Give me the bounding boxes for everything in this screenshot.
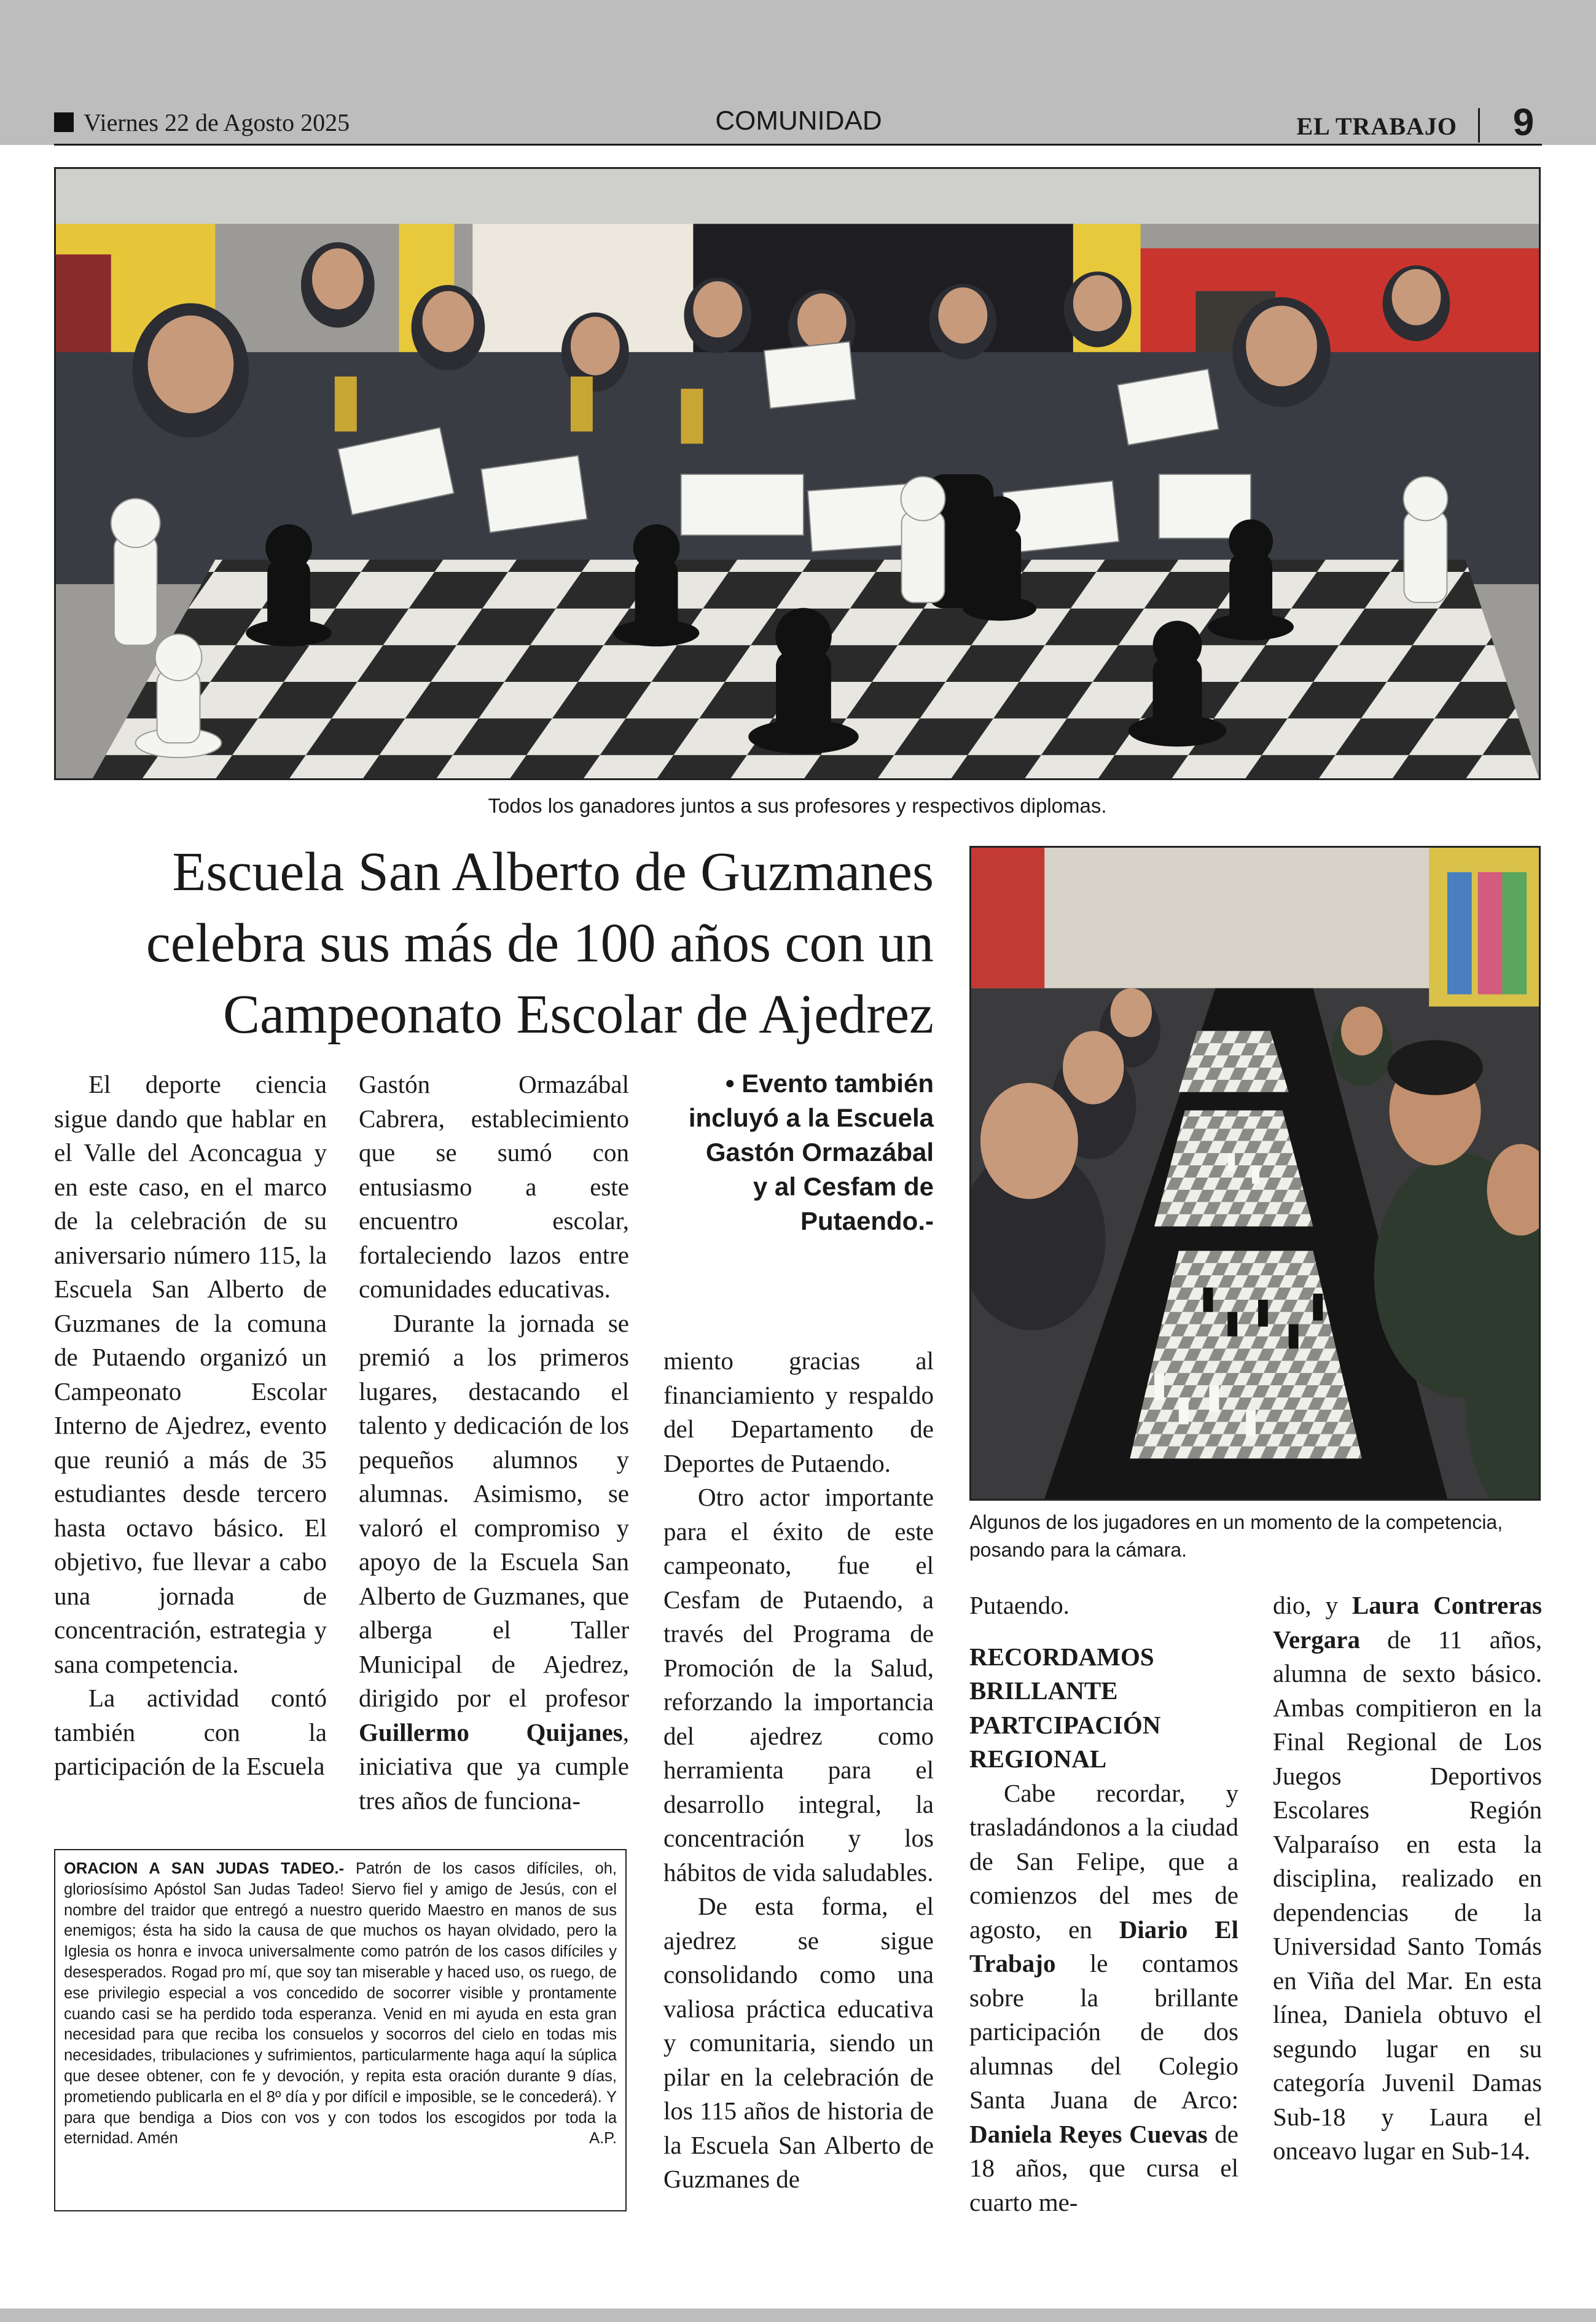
student-name: Laura Contreras Vergara <box>1273 1591 1542 1654</box>
newspaper-name: EL TRABAJO <box>1296 112 1457 140</box>
paragraph: Putaendo. <box>969 1591 1070 1619</box>
header-rule <box>54 144 1542 146</box>
issue-date <box>54 107 350 138</box>
article-headline <box>37 837 934 1050</box>
text-run: dio, y <box>1273 1591 1352 1619</box>
text-run: Durante la jornada se premió a los primeros lugares, destacando el talento y dedicación de los pequeños alumnos y alumnas. Asimismo, se valoró el compromiso y apoyo de la Escuela San Alberto de Guzmanes, que alberga el Taller Municipal de Ajedrez, dirigido por el profesor <box>359 1308 629 1712</box>
page-number: 9 <box>1512 101 1535 144</box>
teacher-name: Guillermo Quijanes <box>359 1718 623 1746</box>
section-subhead: RECORDAMOS BRILLANTE PARTCIPACIÓN REGIONAL <box>969 1642 1161 1773</box>
pull-quote: • Evento también incluyó a la Escuela Gastón Ormazábal y al Cesfam de Putaendo.- <box>688 1069 934 1235</box>
paragraph: Otro actor importante para el éxito de este campeonato, fue el Cesfam de Putaendo, a través del Programa de Promoción de la Salud, reforzando la importancia del ajedrez como herramienta para el desarrollo integral, la concentración y los hábitos de vida saludables. <box>663 1483 934 1886</box>
prayer-text: Patrón de los casos difíciles, oh, gloriosísimo Apóstol San Judas Tadeo! Siervo fiel y amigo de Jesús, con el nombre del traidor que entregó a nuestro querido Maestro en manos de sus enemigos; ésta ha sido la causa de que muchos os hayan olvidado, pero la Iglesia os honra e invoca universalmente como patrón de los casos difíciles y desesperados. Rogad pro mí, que soy tan miserable y haced uso, os ruego, de ese privilegio especial a vos concedido de socorrer visible y prontamente cuando casi se ha perdido toda esperanza. Venid en mi ayuda en esta gran necesidad para que reciba los consuelos y socorros del cielo en todas mis necesidades, tribulaciones y sufrimientos, particularmente haga aquí la súplica que desee obtener, con fe y devoción, y repita esta oración durante 9 días, prometiendo publicarla en el 8º día y por difícil e imposible, se le concederá). Y para que bendiga a Dios con vos y con todos los escogidos por toda la eternidad. Amén <box>64 1860 617 2148</box>
headline-line-2: celebra sus más de 100 años con un <box>146 913 934 974</box>
text-run: , iniciativa que ya cumple tres años de funciona- <box>359 1718 629 1815</box>
square-bullet-icon <box>54 112 74 132</box>
prayer-initials: A.P. <box>589 2130 617 2148</box>
text-run: le contamos sobre la brillante participación de dos alumnas del Colegio Santa Juana de Arco: <box>969 1949 1238 2114</box>
paragraph: miento gracias al financiamiento y respaldo del Departamento de Deportes de Putaendo. <box>663 1347 934 1477</box>
main-photo-illustration <box>56 169 1539 778</box>
paragraph: El deporte ciencia sigue dando que hablar en el Valle del Aconcagua y en este caso, en el marco de la celebración de su aniversario número 115, la Escuela San Alberto de Guzmanes de la comuna de Putaendo organizó un Campeonato Escolar Interno de Ajedrez, evento que reunió a más de 35 estudiantes desde tercero hasta octavo básico. El objetivo, fue llevar a cabo una jornada de concentración, estrategia y sana competencia. <box>54 1070 327 1678</box>
prayer-title: ORACION A SAN JUDAS TADEO.- <box>64 1860 344 1877</box>
side-photo-caption: Algunos de los jugadores en un momento de la competencia, posando para la cámara. <box>969 1511 1503 1561</box>
prayer-notice-box <box>54 1849 627 2211</box>
article-column-1 <box>54 1068 327 1784</box>
article-column-5 <box>1273 1589 1542 2168</box>
bottom-band <box>0 2308 1596 2322</box>
newspaper-mention: Diario El Trabajo <box>969 1915 1238 1977</box>
text-run: Cabe recordar, y trasladándonos a la ciudad de San Felipe, que a comienzos del mes de agosto, en <box>969 1778 1238 1944</box>
issue-date-text: Viernes 22 de Agosto 2025 <box>84 108 350 136</box>
text-run: de 18 años, que cursa el cuarto me- <box>969 2119 1238 2216</box>
section-name: COMUNIDAD <box>715 106 882 136</box>
paragraph: La actividad contó también con la participación de la Escuela <box>54 1684 327 1780</box>
headline-line-1: Escuela San Alberto de Guzmanes <box>172 842 934 902</box>
side-photo-illustration <box>971 848 1539 1499</box>
main-photo-chess-winners <box>54 167 1541 780</box>
paragraph <box>359 1307 629 1818</box>
side-photo-chess-players <box>969 846 1541 1501</box>
text-run: de 11 años, alumna de sexto básico. Ambas compitieron en la Final Regional de Los Juegos Deportivos Escolares Región Valparaíso en esta la disciplina, realizado en dependencias de la Universidad Santo Tomás en Viña del Mar. En esta línea, Daniela obtuvo el segundo lugar en su categoría Juvenil Damas Sub-18 y Laura el onceavo lugar en Sub-14. <box>1273 1625 1542 2165</box>
header-divider <box>1478 108 1480 143</box>
paragraph: Gastón Ormazábal Cabrera, establecimiento que se sumó con entusiasmo a este encuentro escolar, fortaleciendo lazos entre comunidades educativas. <box>359 1070 629 1303</box>
article-column-3 <box>663 1344 934 2197</box>
student-name: Daniela Reyes Cuevas <box>969 2119 1208 2148</box>
paragraph: De esta forma, el ajedrez se sigue consolidando como una valiosa práctica educativa y comunitaria, siendo un pilar en la celebración de los 115 años de historia de la Escuela San Alberto de Guzmanes de <box>663 1892 934 2193</box>
article-column-2 <box>359 1068 629 1818</box>
article-column-4 <box>969 1589 1238 2219</box>
main-photo-caption: Todos los ganadores juntos a sus profesores y respectivos diplomas. <box>488 794 1107 817</box>
paragraph <box>969 1777 1238 2220</box>
headline-line-3: Campeonato Escolar de Ajedrez <box>222 984 934 1045</box>
paragraph <box>1273 1589 1542 2168</box>
